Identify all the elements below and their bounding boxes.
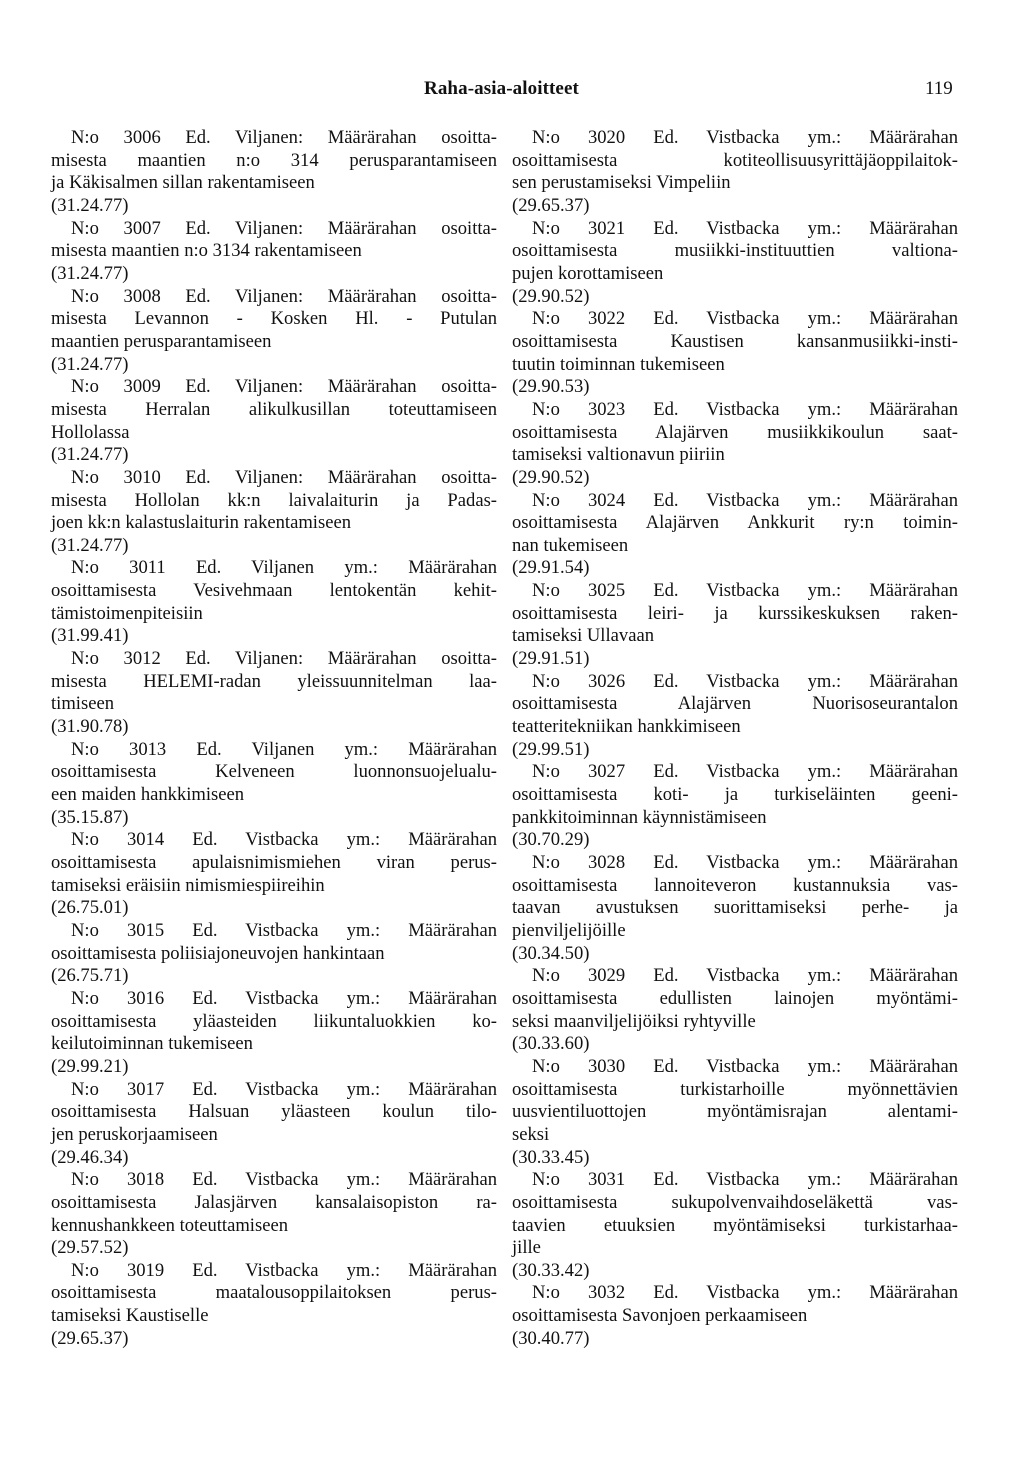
motion-entry — [512, 761, 958, 852]
motion-heading-line: N:o 3027 Ed. Vistbacka ym.: Määrärahan — [532, 761, 958, 783]
motion-text-line: kennushankkeen toteuttamiseen — [51, 1214, 288, 1236]
motion-text-line: (26.75.71) — [51, 965, 129, 987]
motion-text-line: jille — [512, 1237, 541, 1259]
motion-text-line: misesta Hollolan kk:n laivalaiturin ja Padas- — [51, 489, 497, 511]
motion-text-line: (29.90.52) — [512, 466, 590, 488]
motion-text-line: (29.99.51) — [512, 738, 590, 760]
motion-entry — [51, 1079, 497, 1170]
motion-entry — [51, 1169, 497, 1260]
motion-entry — [512, 218, 958, 309]
motion-text-line: tamiseksi Kaustiselle — [51, 1305, 209, 1327]
motion-heading-line: N:o 3020 Ed. Vistbacka ym.: Määrärahan — [532, 127, 958, 148]
motion-heading-line: N:o 3015 Ed. Vistbacka ym.: Määrärahan — [71, 919, 497, 941]
motion-text-line: tuutin toiminnan tukemiseen — [512, 353, 725, 375]
motion-text-line: (30.33.42) — [512, 1259, 590, 1281]
motion-heading-line: N:o 3018 Ed. Vistbacka ym.: Määrärahan — [71, 1169, 497, 1191]
motion-entry — [512, 1056, 958, 1169]
motion-text-line: een maiden hankkimiseen — [51, 784, 245, 806]
motion-text-line: osoittamisesta apulaisnimismiehen viran perus- — [51, 852, 497, 873]
motion-heading-line: N:o 3024 Ed. Vistbacka ym.: Määrärahan — [532, 489, 958, 511]
motion-text-line: tämistoimenpiteisiin — [51, 602, 203, 624]
motion-entry — [51, 557, 497, 648]
motion-entry — [512, 580, 958, 671]
motion-text-line: (31.24.77) — [51, 444, 129, 466]
motion-text-line: osoittamisesta sukupolvenvaihdoseläkettä vas- — [512, 1191, 958, 1213]
motion-heading-line: N:o 3017 Ed. Vistbacka ym.: Määrärahan — [71, 1078, 497, 1100]
motion-text-line: tamiseksi Ullavaan — [512, 625, 654, 647]
motion-text-line: taavien etuuksien myöntämiseksi turkistarhaa- — [512, 1214, 958, 1236]
motion-heading-line: N:o 3021 Ed. Vistbacka ym.: Määrärahan — [532, 217, 958, 239]
motion-text-line: osoittamisesta yläasteiden liikuntaluokkien ko- — [51, 1010, 497, 1032]
motion-entry — [51, 988, 497, 1079]
motion-entry — [51, 920, 497, 988]
motion-text-line: (35.15.87) — [51, 806, 129, 828]
motion-entry — [51, 286, 497, 377]
motion-text-line: osoittamisesta lannoiteveron kustannuksia vas- — [512, 874, 958, 896]
motion-text-line: (31.24.77) — [51, 534, 129, 556]
motion-text-line: maantien perusparantamiseen — [51, 330, 272, 352]
motion-heading-line: N:o 3032 Ed. Vistbacka ym.: Määrärahan — [532, 1282, 958, 1304]
motion-heading-line: N:o 3023 Ed. Vistbacka ym.: Määrärahan — [532, 398, 958, 420]
motion-entry — [512, 965, 958, 1056]
motion-heading-line: N:o 3031 Ed. Vistbacka ym.: Määrärahan — [532, 1169, 958, 1191]
page-header — [0, 78, 1024, 108]
motion-text-line: (31.24.77) — [51, 353, 129, 375]
motion-text-line: (30.33.45) — [512, 1146, 590, 1168]
motion-entry — [51, 739, 497, 830]
motion-text-line: osoittamisesta Kelveneen luonnonsuojelualu- — [51, 761, 497, 783]
motion-entry — [51, 127, 497, 218]
right-column — [512, 127, 958, 1350]
motion-text-line: (30.40.77) — [512, 1327, 590, 1349]
motion-text-line: osoittamisesta Alajärven musiikkikoulun saat- — [512, 421, 958, 443]
motion-text-line: sen perustamiseksi Vimpeliin — [512, 172, 731, 194]
motion-text-line: (29.99.21) — [51, 1055, 129, 1077]
motion-heading-line: N:o 3025 Ed. Vistbacka ym.: Määrärahan — [532, 580, 958, 602]
motion-text-line: seksi maanviljelijöiksi ryhtyville — [512, 1010, 756, 1032]
motion-text-line: Hollolassa — [51, 421, 130, 443]
motion-text-line: osoittamisesta leiri- ja kurssikeskuksen raken- — [512, 602, 958, 624]
motion-text-line: misesta maantien n:o 3134 rakentamiseen — [51, 240, 362, 262]
motion-entry — [51, 648, 497, 739]
motion-text-line: ja Käkisalmen sillan rakentamiseen — [51, 172, 315, 194]
motion-text-line: misesta Levannon - Kosken Hl. - Putulan — [51, 308, 497, 330]
motion-text-line: osoittamisesta kotiteollisuusyrittäjäoppilaitok- — [512, 149, 958, 171]
motion-entry — [512, 1169, 958, 1282]
motion-text-line: osoittamisesta Kaustisen kansanmusiikki-insti- — [512, 330, 958, 352]
motion-text-line: osoittamisesta turkistarhoille myönnettävien — [512, 1078, 958, 1100]
motion-heading-line: N:o 3013 Ed. Viljanen ym.: Määrärahan — [71, 738, 497, 760]
page-number: 119 — [925, 78, 953, 99]
motion-text-line: keilutoiminnan tukemiseen — [51, 1033, 253, 1055]
motion-text-line: osoittamisesta poliisiajoneuvojen hankintaan — [51, 942, 385, 964]
motion-text-line: osoittamisesta edullisten lainojen myöntämi- — [512, 987, 958, 1009]
motion-entry — [51, 1260, 497, 1351]
motion-text-line: jen peruskorjaamiseen — [51, 1123, 218, 1145]
motion-text-line: (29.65.37) — [51, 1327, 129, 1349]
motion-text-line: misesta Herralan alikulkusillan toteuttamiseen — [51, 398, 497, 420]
motion-text-line: misesta HELEMI-radan yleissuunnitelman laa- — [51, 670, 497, 692]
motion-text-line: osoittamisesta maatalousoppilaitoksen perus- — [51, 1282, 497, 1304]
motion-heading-line: N:o 3016 Ed. Vistbacka ym.: Määrärahan — [71, 987, 497, 1009]
motion-text-line: osoittamisesta koti- ja turkiseläinten geeni- — [512, 784, 958, 806]
motion-text-line: uusvientiluottojen myöntämisrajan alentami- — [512, 1101, 958, 1123]
motion-entry — [512, 852, 958, 965]
motion-text-line: tamiseksi eräisiin nimismiespiireihin — [51, 874, 325, 896]
motion-text-line: (31.24.77) — [51, 194, 129, 216]
motion-heading-line: N:o 3007 Ed. Viljanen: Määrärahan osoitta- — [71, 217, 497, 239]
motion-heading-line: N:o 3028 Ed. Vistbacka ym.: Määrärahan — [532, 852, 958, 873]
motion-heading-line: N:o 3026 Ed. Vistbacka ym.: Määrärahan — [532, 670, 958, 692]
motion-text-line: pankkitoiminnan käynnistämiseen — [512, 806, 767, 828]
motion-text-line: nan tukemiseen — [512, 534, 629, 556]
motion-text-line: (29.46.34) — [51, 1146, 129, 1168]
motion-entry — [512, 1282, 958, 1350]
motion-heading-line: N:o 3010 Ed. Viljanen: Määrärahan osoitta- — [71, 466, 497, 488]
left-column — [51, 127, 497, 1350]
motion-heading-line: N:o 3029 Ed. Vistbacka ym.: Määrärahan — [532, 965, 958, 987]
motion-heading-line: N:o 3030 Ed. Vistbacka ym.: Määrärahan — [532, 1055, 958, 1077]
motion-text-line: (31.24.77) — [51, 262, 129, 284]
motion-text-line: (30.34.50) — [512, 942, 590, 964]
motion-entry — [51, 218, 497, 286]
motion-entry — [512, 671, 958, 762]
motion-entry — [51, 376, 497, 467]
motion-text-line: tamiseksi valtionavun piiriin — [512, 444, 725, 466]
motion-entry — [51, 829, 497, 920]
motion-entry — [512, 127, 958, 218]
motion-text-line: pienviljelijöille — [512, 919, 626, 941]
motion-heading-line: N:o 3012 Ed. Viljanen: Määrärahan osoitta- — [71, 648, 497, 670]
motion-text-line: osoittamisesta Halsuan yläasteen koulun tilo- — [51, 1101, 497, 1123]
motion-text-line: taavan avustuksen suorittamiseksi perhe- ja — [512, 897, 958, 919]
motion-entry — [512, 308, 958, 399]
motion-text-line: (31.99.41) — [51, 625, 129, 647]
motion-text-line: misesta maantien n:o 314 perusparantamiseen — [51, 149, 497, 171]
motion-text-line: osoittamisesta Alajärven Ankkurit ry:n toimin- — [512, 512, 958, 534]
motion-entry — [512, 399, 958, 490]
motion-entry — [51, 467, 497, 558]
motion-text-line: joen kk:n kalastuslaiturin rakentamiseen — [51, 512, 351, 534]
motion-heading-line: N:o 3006 Ed. Viljanen: Määrärahan osoitta- — [71, 127, 497, 148]
running-title: Raha-asia-aloitteet — [424, 78, 579, 99]
motion-text-line: (29.65.37) — [512, 194, 590, 216]
motion-text-line: seksi — [512, 1123, 550, 1145]
motion-text-line: (29.90.52) — [512, 285, 590, 307]
motion-heading-line: N:o 3022 Ed. Vistbacka ym.: Määrärahan — [532, 308, 958, 330]
motion-text-line: osoittamisesta Alajärven Nuorisoseurantalon — [512, 693, 958, 715]
motion-text-line: osoittamisesta musiikki-instituuttien valtiona- — [512, 240, 958, 262]
motion-heading-line: N:o 3019 Ed. Vistbacka ym.: Määrärahan — [71, 1259, 497, 1281]
motion-text-line: osoittamisesta Savonjoen perkaamiseen — [512, 1305, 808, 1327]
motion-heading-line: N:o 3008 Ed. Viljanen: Määrärahan osoitta- — [71, 285, 497, 307]
motion-text-line: (29.91.51) — [512, 648, 590, 670]
motion-text-line: timiseen — [51, 693, 114, 715]
motion-heading-line: N:o 3011 Ed. Viljanen ym.: Määrärahan — [71, 557, 497, 579]
motion-text-line: (29.90.53) — [512, 376, 590, 398]
motion-entry — [512, 490, 958, 581]
motion-text-line: osoittamisesta Jalasjärven kansalaisopiston ra- — [51, 1191, 497, 1213]
motion-text-line: osoittamisesta Vesivehmaan lentokentän kehit- — [51, 580, 497, 602]
motion-text-line: (26.75.01) — [51, 897, 129, 919]
motion-heading-line: N:o 3009 Ed. Viljanen: Määrärahan osoitta- — [71, 376, 497, 398]
motion-text-line: (29.91.54) — [512, 557, 590, 579]
motion-text-line: (29.57.52) — [51, 1237, 129, 1259]
motion-text-line: pujen korottamiseen — [512, 262, 664, 284]
motion-text-line: (31.90.78) — [51, 716, 129, 738]
motion-heading-line: N:o 3014 Ed. Vistbacka ym.: Määrärahan — [71, 829, 497, 851]
motion-text-line: (30.70.29) — [512, 829, 590, 851]
motion-text-line: teatteritekniikan hankkimiseen — [512, 716, 741, 738]
motion-text-line: (30.33.60) — [512, 1033, 590, 1055]
